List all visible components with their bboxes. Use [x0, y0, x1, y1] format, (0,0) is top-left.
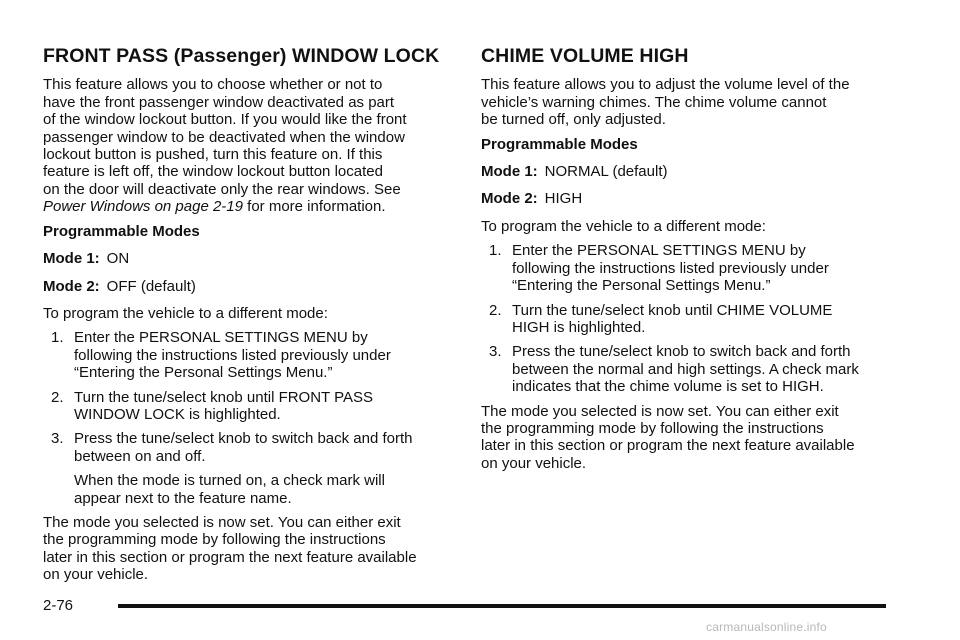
mode-label: Mode 2:	[481, 190, 538, 208]
closing-line: the programming mode by following the instructions	[43, 531, 386, 549]
left-intro-tail: for more information.	[242, 198, 386, 216]
closing-line: later in this section or program the next feature available	[43, 548, 417, 566]
left-intro-line: lockout button is pushed, turn this feature on. If this	[43, 146, 383, 164]
left-intro-paragraph	[43, 76, 453, 215]
left-intro-line: on the door will deactivate only the rear windows. See	[43, 180, 401, 198]
list-item	[43, 430, 453, 465]
right-intro-line: vehicle’s warning chimes. The chime volume cannot	[481, 93, 827, 111]
step-number: 2.	[489, 301, 502, 319]
list-item	[43, 389, 453, 424]
note-line: When the mode is turned on, a check mark will	[74, 472, 385, 490]
list-item	[481, 343, 891, 395]
front-pass-window-lock-heading: FRONT PASS (Passenger) WINDOW LOCK	[43, 45, 440, 67]
step-line: Turn the tune/select knob until FRONT PASS	[74, 388, 374, 406]
right-mode-1	[481, 163, 891, 180]
step-line: WINDOW LOCK is highlighted.	[74, 405, 281, 423]
right-intro-line: This feature allows you to adjust the volume level of the	[481, 76, 850, 94]
left-intro-line: feature is left off, the window lockout button located	[43, 163, 383, 181]
list-item	[481, 242, 891, 294]
step-number: 2.	[51, 388, 64, 406]
step-number: 3.	[489, 343, 502, 361]
step-line: Press the tune/select knob to switch back and forth	[74, 430, 413, 448]
mode-value: HIGH	[544, 190, 583, 208]
left-mode-2	[43, 278, 453, 295]
right-intro-paragraph	[481, 76, 891, 128]
left-programmable-modes-heading: Programmable Modes	[43, 222, 200, 240]
footer-divider	[118, 604, 886, 608]
chime-volume-high-heading: CHIME VOLUME HIGH	[481, 45, 689, 67]
left-intro-last-line	[43, 198, 453, 215]
step-line: Press the tune/select knob to switch back and forth	[512, 343, 851, 361]
step-line: between the normal and high settings. A check mark	[512, 360, 859, 378]
step-line: Turn the tune/select knob until CHIME VOLUME	[512, 301, 833, 319]
right-intro-line: be turned off, only adjusted.	[481, 111, 666, 129]
left-intro-line: of the window lockout button. If you would like the front	[43, 111, 407, 129]
list-item	[43, 329, 453, 381]
left-intro-line: passenger window to be deactivated when the window	[43, 128, 405, 146]
left-column	[43, 46, 453, 591]
list-item	[481, 302, 891, 337]
step-line: “Entering the Personal Settings Menu.”	[512, 277, 771, 295]
step-line: HIGH is highlighted.	[512, 318, 646, 336]
closing-line: on your vehicle.	[43, 566, 149, 584]
step-line: following the instructions listed previously under	[512, 259, 829, 277]
step-line: indicates that the chime volume is set to HIGH.	[512, 378, 824, 396]
right-mode-2	[481, 190, 891, 207]
right-program-intro: To program the vehicle to a different mode:	[481, 217, 766, 235]
step-number: 1.	[489, 242, 502, 260]
right-programmable-modes-heading: Programmable Modes	[481, 135, 638, 153]
site-watermark: carmanualsonline.info	[706, 620, 827, 634]
mode-value: NORMAL (default)	[544, 163, 668, 181]
left-closing-paragraph	[43, 514, 453, 584]
left-mode-1	[43, 250, 453, 267]
closing-line: The mode you selected is now set. You can either exit	[481, 402, 839, 420]
step-line: Enter the PERSONAL SETTINGS MENU by	[512, 242, 806, 260]
closing-line: later in this section or program the next feature available	[481, 437, 855, 455]
closing-line: the programming mode by following the instructions	[481, 419, 824, 437]
step-number: 3.	[51, 430, 64, 448]
page-number: 2-76	[43, 597, 74, 614]
left-step-note	[43, 472, 453, 507]
left-intro-line: have the front passenger window deactivated as part	[43, 93, 395, 111]
closing-line: on your vehicle.	[481, 454, 587, 472]
power-windows-reference-link[interactable]: Power Windows on page 2-19	[43, 198, 243, 216]
left-steps-list	[43, 329, 453, 465]
right-column	[481, 46, 891, 479]
mode-value: ON	[106, 250, 130, 268]
step-line: following the instructions listed previously under	[74, 346, 391, 364]
step-line: between on and off.	[74, 447, 206, 465]
mode-label: Mode 2:	[43, 277, 100, 295]
note-line: appear next to the feature name.	[74, 489, 292, 507]
right-closing-paragraph	[481, 403, 891, 473]
left-program-intro: To program the vehicle to a different mode:	[43, 304, 328, 322]
step-line: “Entering the Personal Settings Menu.”	[74, 364, 333, 382]
step-number: 1.	[51, 329, 64, 347]
closing-line: The mode you selected is now set. You can either exit	[43, 513, 401, 531]
left-intro-line: This feature allows you to choose whether or not to	[43, 76, 383, 94]
mode-label: Mode 1:	[481, 163, 538, 181]
step-line: Enter the PERSONAL SETTINGS MENU by	[74, 329, 368, 347]
mode-label: Mode 1:	[43, 250, 100, 268]
right-steps-list	[481, 242, 891, 395]
mode-value: OFF (default)	[106, 277, 196, 295]
